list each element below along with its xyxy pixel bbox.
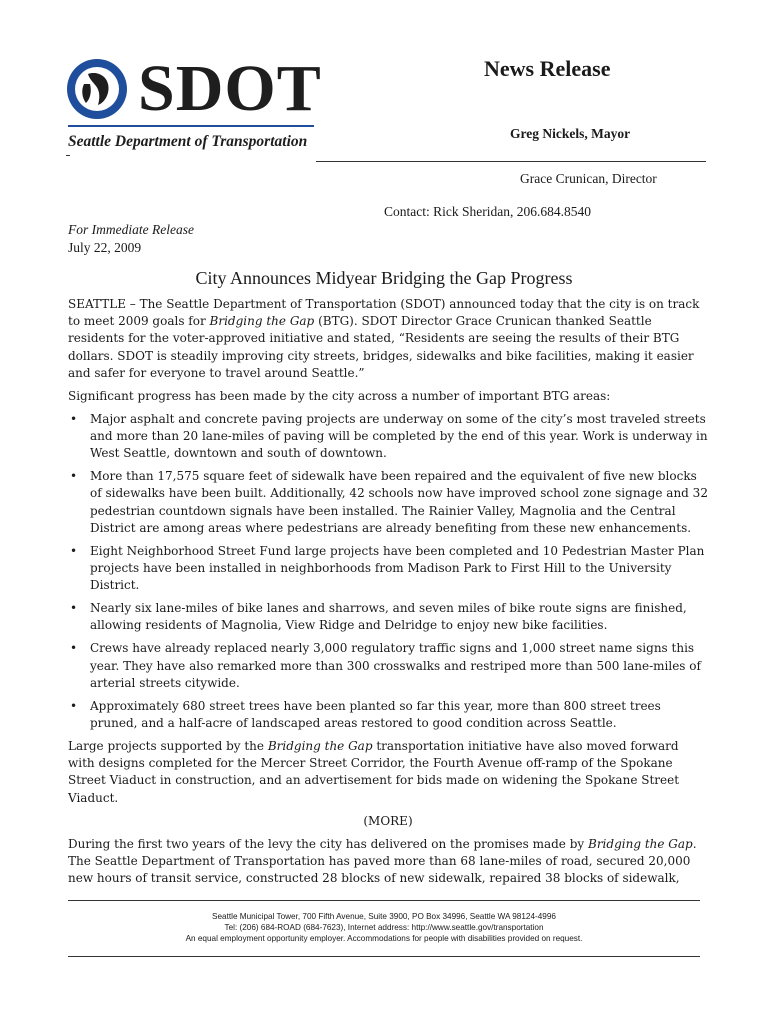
bullet-icon: • [70, 641, 78, 656]
large-projects-text-em: Bridging the Gap [267, 739, 373, 754]
large-projects-text-a: Large projects supported by the [68, 739, 268, 754]
list-item [68, 468, 708, 537]
intro-text-b: (BTG). SDOT Director Grace Crunican thanked Seattle residents for the voter-approved initiative and stated, “Residents are seeing the results of their BTG dollars. SDOT is steadily improving city streets, bridges, sidewalks and bike facilities, making it easier and safer for everyone to travel around Seattle.” [68, 314, 694, 380]
list-item-text: Nearly six lane-miles of bike lanes and sharrows, and seven miles of bike route signs are finished, allowing residents of Magnolia, View Ridge and Delridge to enjoy new bike facilities. [90, 601, 687, 633]
release-date: July 22, 2009 [68, 240, 142, 255]
bullet-icon: • [70, 411, 78, 426]
levy-text-a: During the first two years of the levy the city has delivered on the promises made by [68, 836, 588, 851]
more-marker: (MORE) [363, 813, 413, 828]
list-item [68, 543, 708, 595]
intro-text-em: Bridging the Gap [209, 314, 315, 329]
progress-paragraph: Significant progress has been made by the city across a number of important BTG areas: [68, 388, 611, 403]
footer-rule-top [68, 900, 700, 901]
list-item [68, 411, 708, 463]
bullet-icon: • [70, 698, 78, 713]
news-release-heading: News Release [484, 56, 611, 81]
list-item-text: Approximately 680 street trees have been planted so far this year, more than 800 street trees pruned, and a half-acre of landscaped areas restored to good condition across Seattle. [90, 698, 661, 731]
footer-rule-bottom [68, 956, 700, 957]
levy-text-em: Bridging the Gap [588, 836, 693, 851]
intro-text-a: SEATTLE – The Seattle Department of Transportation (SDOT) announced today that the city is on track to meet 2009 goals for [68, 297, 700, 329]
seattle-seal-icon [66, 58, 128, 120]
list-item-text: More than 17,575 square feet of sidewalk have been repaired and the equivalent of five new blocks of sidewalks have been built. Additionally, 42 schools now have improved school zone signage and 32 pedestrian countdown signals have been installed. The Rainier Valley, Magnolia and the Central District are among areas where pedestrians are already benefiting from these new enhancements. [90, 469, 708, 535]
list-item-text: Eight Neighborhood Street Fund large projects have been completed and 10 Pedestrian Master Plan projects have been installed in neighborhoods from Madison Park to First Hill to the University District. [90, 543, 705, 593]
bullet-icon: • [70, 601, 78, 616]
bullet-icon: • [70, 469, 78, 484]
logo-rule [68, 125, 314, 127]
list-item [68, 640, 708, 692]
document-title: City Announces Midyear Bridging the Gap Progress [195, 268, 573, 288]
list-item [68, 600, 708, 634]
progress-list [68, 411, 708, 732]
large-projects-text-b: transportation initiative have also moved forward with designs completed for the Mercer Street Corridor, the Fourth Avenue off-ramp of the Spokane Street Viaduct in construction, and an advertisement for bids made on widening the Spokane Street Viaduct. [68, 739, 680, 805]
mayor-name: Greg Nickels, Mayor [510, 126, 631, 141]
footer-contact: Tel: (206) 684-ROAD (684-7623), Internet address: http://www.seattle.gov/transportation [224, 923, 544, 932]
list-item [68, 698, 708, 732]
levy-paragraph [68, 836, 708, 888]
footer [68, 911, 700, 944]
list-item-text: Crews have already replaced nearly 3,000 regulatory traffic signs and 1,000 street name signs this year. They have also remarked more than 300 crosswalks and restriped more than 500 lane-miles of arterial streets citywide. [90, 641, 701, 690]
mark-dash [66, 155, 70, 156]
footer-eeo: An equal employment opportunity employer. Accommodations for people with disabilities provided on request. [185, 934, 583, 943]
sdot-logo [66, 52, 326, 156]
bullet-icon: • [70, 543, 78, 558]
article-body [68, 296, 708, 893]
header-rule [316, 161, 706, 162]
logo-wordmark: SDOT [138, 52, 322, 125]
contact-line: Contact: Rick Sheridan, 206.684.8540 [384, 204, 591, 219]
release-status: For Immediate Release [68, 222, 194, 237]
director-name: Grace Crunican, Director [520, 171, 657, 186]
release-info [68, 221, 194, 257]
large-projects-paragraph [68, 738, 708, 807]
logo-subtitle: Seattle Department of Transportation [68, 133, 308, 150]
levy-text-b: . The Seattle Department of Transportation has paved more than 68 lane-miles of road, secured 20,000 new hours of transit service, constructed 28 blocks of new sidewalk, repaired 38 blocks of sidewalk, [68, 836, 697, 886]
intro-paragraph [68, 296, 708, 382]
footer-address: Seattle Municipal Tower, 700 Fifth Avenue, Suite 3900, PO Box 34996, Seattle WA 98124-4996 [212, 912, 556, 921]
list-item-text: Major asphalt and concrete paving projects are underway on some of the city’s most traveled streets and more than 20 lane-miles of paving will be completed by the end of this year. Work is underway in West Seattle, downtown and south of downtown. [90, 411, 708, 461]
